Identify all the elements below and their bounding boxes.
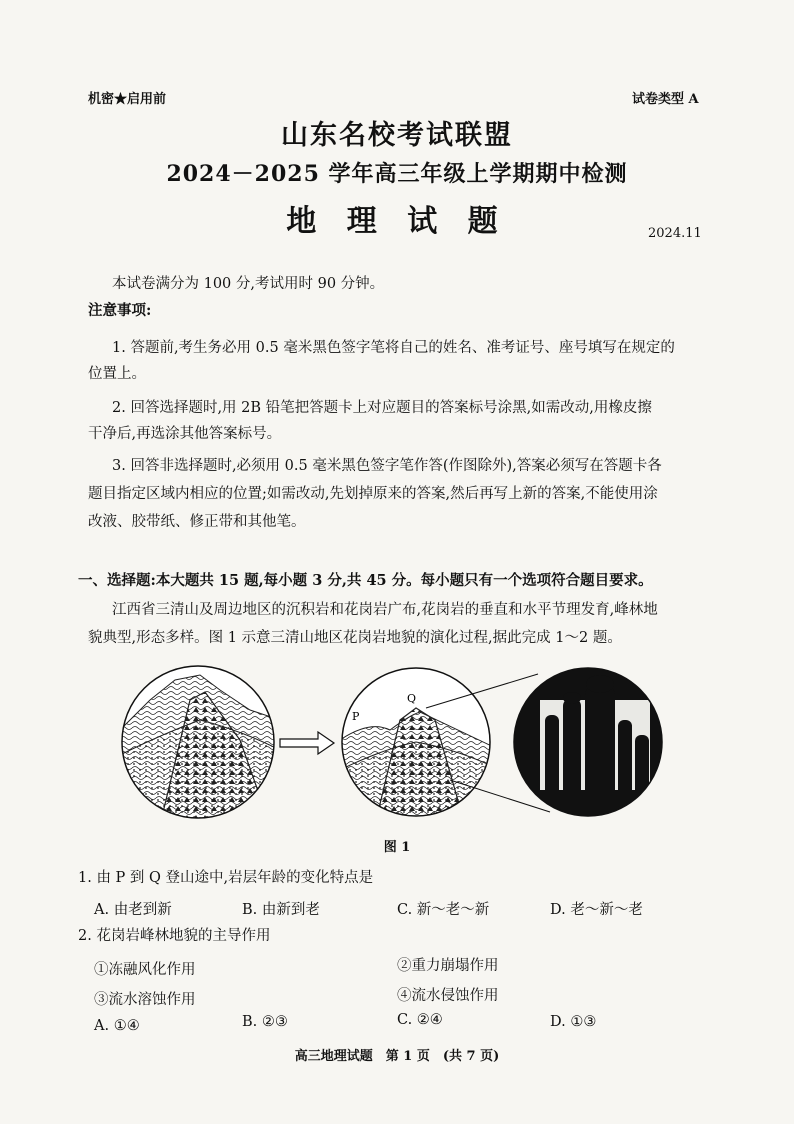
figure-1-illustration	[120, 660, 670, 825]
section-1-heading: 一、选择题:本大题共 15 题,每小题 3 分,共 45 分。每小题只有一个选项符合题目要求。	[78, 572, 653, 589]
question-2-option-a[interactable]: A. ①④	[94, 1018, 140, 1034]
question-2-option-d[interactable]: D. ①③	[550, 1014, 597, 1030]
note-3-line-3: 改液、胶带纸、修正带和其他笔。	[88, 514, 306, 530]
question-1-option-a[interactable]: A. 由老到新	[94, 902, 172, 918]
question-1-option-b[interactable]: B. 由新到老	[242, 902, 320, 918]
stage-3-pillars	[514, 660, 670, 825]
question-2-item-4: ④流水侵蚀作用	[397, 988, 499, 1004]
question-1-option-d[interactable]: D. 老～新～老	[550, 902, 643, 918]
label-q: Q	[407, 692, 417, 705]
subject-title: 地 理 试 题	[286, 204, 508, 239]
exam-name-title: 2024－2025 学年高三年级上学期期中检测	[166, 161, 628, 187]
question-2-stem: 2. 花岗岩峰林地貌的主导作用	[78, 928, 271, 944]
stage-2-diagram	[340, 660, 500, 825]
note-1-line-1: 1. 答题前,考生务必用 0.5 毫米黑色签字笔将自己的姓名、准考证号、座号填写在规定的	[112, 340, 675, 356]
label-p: P	[352, 710, 360, 723]
note-2-line-1: 2. 回答选择题时,用 2B 铅笔把答题卡上对应题目的答案标号涂黑,如需改动,用橡皮擦	[112, 400, 652, 416]
figure-1-caption: 图 1	[383, 840, 411, 855]
question-2-option-b[interactable]: B. ②③	[242, 1014, 288, 1030]
question-2-option-c[interactable]: C. ②④	[397, 1012, 443, 1028]
stage-1-diagram	[120, 660, 280, 825]
question-1-option-c[interactable]: C. 新～老～新	[397, 902, 490, 918]
note-3-line-1: 3. 回答非选择题时,必须用 0.5 毫米黑色签字笔作答(作图除外),答案必须写在答题卡各	[112, 458, 662, 474]
passage-line-1: 江西省三清山及周边地区的沉积岩和花岗岩广布,花岗岩的垂直和水平节理发育,峰林地	[112, 602, 658, 618]
question-2-item-3: ③流水溶蚀作用	[94, 992, 196, 1008]
passage-line-2: 貌典型,形态多样。图 1 示意三清山地区花岗岩地貌的演化过程,据此完成 1～2 题。	[88, 630, 622, 646]
secrecy-label: 机密★启用前	[88, 92, 167, 107]
exam-date: 2024.11	[648, 226, 702, 241]
paper-type-label: 试卷类型 A	[632, 92, 699, 107]
notes-heading: 注意事项:	[88, 302, 152, 319]
note-3-line-2: 题目指定区域内相应的位置;如需改动,先划掉原来的答案,然后再写上新的答案,不能使用涂	[88, 486, 658, 502]
arrow-icon	[280, 732, 334, 754]
score-time-text: 本试卷满分为 100 分,考试用时 90 分钟。	[112, 276, 385, 292]
question-2-item-2: ②重力崩塌作用	[397, 958, 499, 974]
page-footer: 高三地理试题 第 1 页 (共 7 页)	[294, 1049, 500, 1064]
question-2-item-1: ①冻融风化作用	[94, 962, 196, 978]
question-1-stem: 1. 由 P 到 Q 登山途中,岩层年龄的变化特点是	[78, 870, 374, 886]
exam-organization-title: 山东名校考试联盟	[281, 120, 513, 151]
figure-1	[120, 660, 670, 825]
note-2-line-2: 干净后,再选涂其他答案标号。	[88, 426, 282, 442]
note-1-line-2: 位置上。	[88, 366, 146, 382]
